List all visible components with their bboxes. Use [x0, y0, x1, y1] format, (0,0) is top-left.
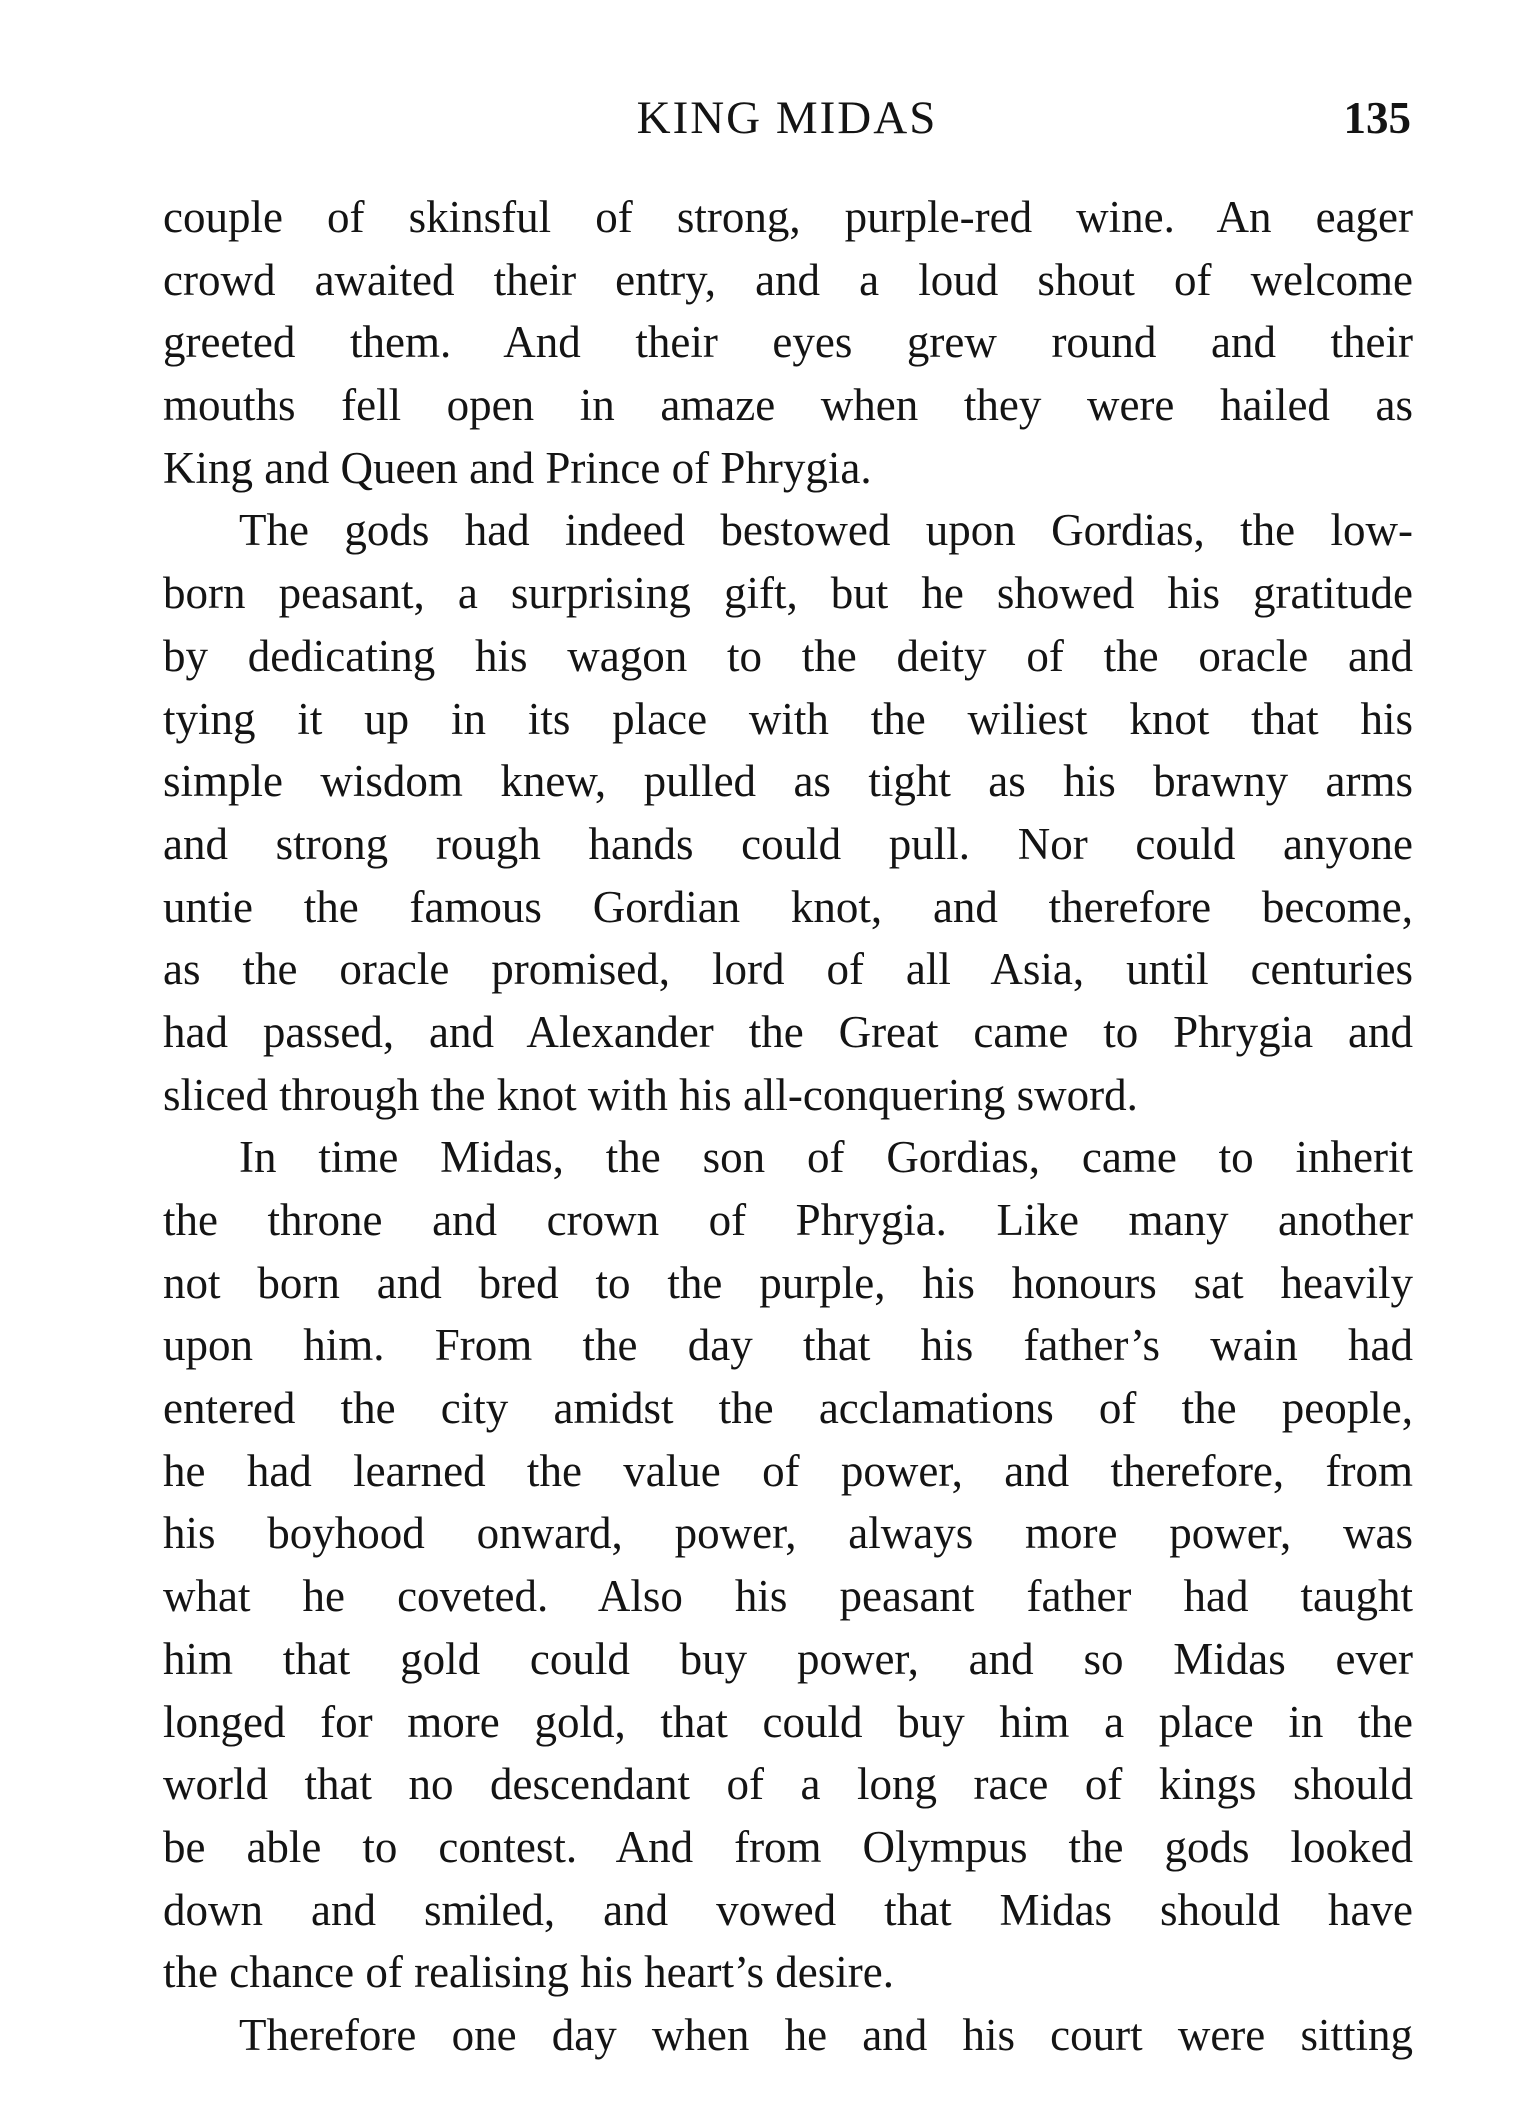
text-line: untie the famous Gordian knot, and therefore become,: [163, 881, 1413, 932]
text-line: be able to contest. And from Olympus the gods looked: [163, 1821, 1413, 1872]
text-line: mouths fell open in amaze when they were hailed as: [163, 380, 1413, 431]
text-line: as the oracle promised, lord of all Asia, until centuries: [163, 944, 1413, 995]
text-line: down and smiled, and vowed that Midas should have: [163, 1884, 1413, 1935]
text-line: greeted them. And their eyes grew round and their: [163, 317, 1413, 368]
text-line: sliced through the knot with his all-conquering sword.: [163, 1069, 1138, 1120]
text-line: and strong rough hands could pull. Nor could anyone: [163, 818, 1413, 869]
text-line: he had learned the value of power, and therefore, from: [163, 1445, 1413, 1496]
paragraph: [163, 1126, 1413, 2004]
body-text: [163, 186, 1413, 2067]
paragraph: [163, 186, 1413, 499]
text-line: world that no descendant of a long race of kings should: [163, 1759, 1413, 1810]
text-line: not born and bred to the purple, his honours sat heavily: [163, 1257, 1413, 1308]
running-title: KING MIDAS: [636, 92, 938, 144]
text-line: the throne and crown of Phrygia. Like many another: [163, 1195, 1413, 1245]
paragraph: [163, 2004, 1413, 2067]
text-line: by dedicating his wagon to the deity of the oracle and: [163, 630, 1413, 681]
text-line: born peasant, a surprising gift, but he showed his gratitude: [163, 568, 1413, 619]
text-line: him that gold could buy power, and so Midas ever: [163, 1633, 1413, 1684]
text-line: had passed, and Alexander the Great came to Phrygia and: [163, 1006, 1413, 1057]
text-line: simple wisdom knew, pulled as tight as his brawny arms: [163, 756, 1413, 807]
text-line: The gods had indeed bestowed upon Gordias, the low-: [239, 505, 1413, 556]
text-line: King and Queen and Prince of Phrygia.: [163, 442, 872, 493]
text-line: entered the city amidst the acclamations of the people,: [163, 1383, 1413, 1434]
text-line: longed for more gold, that could buy him a place in the: [163, 1696, 1413, 1747]
text-line: couple of skinsful of strong, purple-red wine. An eager: [163, 192, 1413, 242]
running-head: [163, 88, 1411, 148]
text-line: what he coveted. Also his peasant father had taught: [163, 1571, 1413, 1622]
text-line: tying it up in its place with the wiliest knot that his: [163, 693, 1413, 744]
text-line: Therefore one day when he and his court were sitting: [239, 2009, 1413, 2060]
page-number: 135: [1343, 93, 1411, 143]
text-line: his boyhood onward, power, always more power, was: [163, 1508, 1413, 1559]
text-line: upon him. From the day that his father’s wain had: [163, 1320, 1413, 1371]
paragraph: [163, 499, 1413, 1126]
text-line: the chance of realising his heart’s desire.: [163, 1947, 894, 1998]
text-line: In time Midas, the son of Gordias, came to inherit: [239, 1132, 1413, 1183]
text-line: crowd awaited their entry, and a loud shout of welcome: [163, 254, 1413, 305]
